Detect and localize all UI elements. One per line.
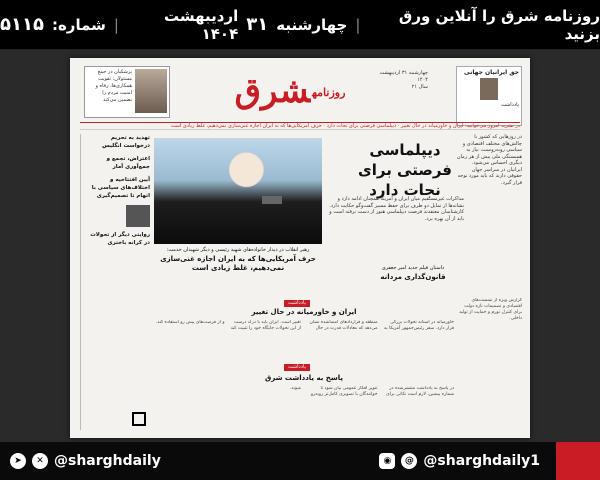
instagram-icon: ◉ [379, 453, 395, 469]
brand-accent-block [556, 442, 600, 480]
left-news-thumbnail [126, 205, 150, 227]
banner-day: چهارشنبه [276, 15, 348, 34]
right-column-text: در روزهایی که کشور با چالش‌های مختلف اقتصادی و سیاسی روبه‌روست، نیاز به همبستگی ملی بیش از هر زمان دیگری احساس می‌شود. ایرانیان در سراسر جهان حقوقی دارند که باید مورد توجه قرار گیرد. [456, 134, 522, 186]
newspaper-logo [220, 68, 360, 114]
culture-subhead[interactable] [358, 264, 468, 282]
banner-separator: | [355, 15, 361, 34]
main-article-body: مذاکرات غیرمستقیم میان ایران و آمریکا همچنان ادامه دارد و نشانه‌ها از تمایل دو طرف برای حفظ مسیر گفت‌وگو حکایت دارد. کارشناسان معتقدند فرصت دیپلماسی هنوز از دست نرفته است و باید از آن بهره برد. [329, 196, 464, 222]
threads-icon: @ [401, 453, 417, 469]
banner-date-day: ۳۱ [246, 14, 269, 35]
banner-issue-number: ۵۱۱۵ [0, 14, 44, 35]
headline-ticker: در نشریه امروز می‌خوانید: ایران و خاورمیانه در حال تغییر · دیپلماسی فرصتی برای نجات دارد · حرف آمریکایی‌ها که به ایران اجازه غنی‌سازی نمی‌دهیم، غلط زیادی است [80, 122, 520, 130]
right-column-sub: یادداشت [501, 102, 519, 108]
social-group-left [10, 453, 161, 469]
logo-small-text: روزنامه [312, 86, 346, 99]
right-news-column [456, 134, 522, 294]
caption-kicker: رهبر انقلاب در دیدار خانواده‌های شهید رئیسی و دیگر شهیدان خدمت: [166, 247, 310, 253]
dateline [368, 70, 428, 91]
social-handle-left[interactable] [10, 453, 161, 469]
newspaper-frame [0, 50, 600, 442]
left-news-item[interactable]: اعتراض، تجمع و جمع‌آوری آمار [106, 156, 150, 170]
lower-article-title-2[interactable]: پاسخ به یادداشت شرق [264, 374, 343, 382]
right-column-header[interactable] [456, 66, 522, 126]
caption-headline: حرف آمریکایی‌ها که به ایران اجازه غنی‌سازی نمی‌دهیم، غلط زیادی است [160, 255, 316, 272]
qr-code-icon [132, 412, 146, 426]
subhead-title: قانون‌گذاری مردانه [380, 273, 446, 281]
banner-date-rest: اردیبهشت ۱۴۰۴ [163, 6, 239, 43]
left-news-column [80, 134, 150, 430]
lower-article-body-2: در پاسخ به یادداشت منتشرشده در شماره پیشین، لازم است نکاتی برای تنویر افکار عمومی بیان شود تا خوانندگان با تصویری کامل‌تر روبه‌رو شوند. [289, 386, 454, 397]
lead-photo[interactable] [154, 138, 322, 244]
dateline-date: چهارشنبه ۳۱ اردیبهشت ۱۴۰۴ [379, 70, 428, 83]
microphone-icon [262, 196, 282, 204]
columnist-photo [480, 78, 498, 100]
masthead-news-box[interactable] [84, 66, 170, 118]
twitter-icon: ✕ [32, 453, 48, 469]
banner-issue-label: شماره: [51, 15, 106, 34]
telegram-icon: ➤ [10, 453, 26, 469]
bottom-social-bar [0, 442, 600, 480]
dateline-year: سال ۲۱ [411, 84, 428, 90]
social-handle-right[interactable] [379, 453, 540, 469]
lower-article-body: خاورمیانه در آستانه تحولات بزرگی قرار دارد. سفر رئیس‌جمهور آمریکا به منطقه و قراردادهای امضاشده نشان می‌دهد که معادلات قدرت در حال تغییر است. ایران باید با درک درست از این تحولات جایگاه خود را تثبیت کند و از فرصت‌های پیش رو استفاده کند. [155, 320, 454, 331]
main-headline[interactable]: دیپلماسی فرصتی برای نجات دارد [357, 141, 453, 199]
lower-article-title[interactable]: ایران و خاورمیانه در حال تغییر [251, 308, 357, 316]
lead-photo-caption[interactable] [154, 246, 322, 273]
right-column-title: حق ایرانیان جهانی [464, 69, 519, 76]
top-banner [0, 0, 600, 50]
masthead-news-text: پزشکیان در جمع مسئولان: تقویت همکاری‌ها، رفاه و امنیت مردم را تضمین می‌کند [95, 69, 132, 103]
subhead-kicker: داستان فیلم جدید امیر جعفری [381, 265, 445, 271]
masthead [70, 64, 530, 120]
handle-right-text: @sharghdaily1 [423, 453, 540, 469]
banner-separator-2: | [113, 15, 119, 34]
left-news-item[interactable]: آیین افتتاحیه و اختلاف‌های سیاسی با اتهام تا تصمیم‌گیری [91, 177, 150, 199]
social-group-right [379, 453, 540, 469]
section-tag: یادداشت [284, 300, 310, 307]
banner-title: روزنامه شرق را آنلاین ورق بزنید [398, 6, 600, 43]
right-lower-column: گزارش ویژه از نشست‌های اقتصادی و تصمیمات تازه دولت برای کنترل تورم و حمایت از تولید داخلی. [459, 298, 522, 321]
left-news-item[interactable]: تهدید به تحریم درخواست انگلیس [102, 135, 150, 149]
handle-left-text: @sharghdaily [54, 453, 161, 469]
president-photo [135, 69, 167, 113]
left-news-item[interactable]: روایتی دیگر از تحولات در کرانه باختری [90, 232, 150, 246]
section-tag: یادداشت [284, 364, 310, 371]
newspaper-page[interactable] [70, 58, 530, 438]
logo-text: شرق [234, 71, 311, 111]
